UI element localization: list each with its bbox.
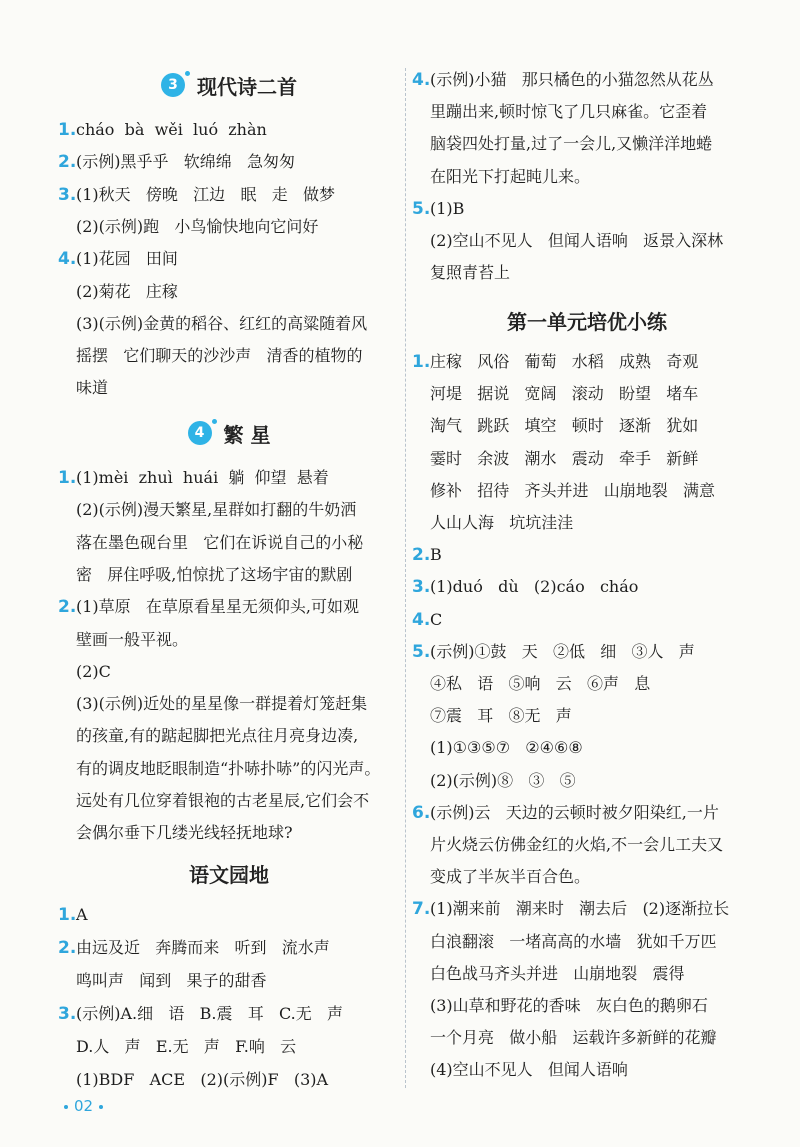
answer-line bbox=[76, 499, 356, 521]
question-number: 4. bbox=[412, 70, 431, 90]
answer-line bbox=[76, 629, 188, 651]
answer-text: (2)(示例)漫天繁星,星群如打翻的牛奶洒 bbox=[76, 500, 357, 520]
answer-text: (2)(示例)⑧ ③ ⑤ bbox=[430, 770, 576, 790]
dot-decoration bbox=[64, 1105, 68, 1109]
answer-line bbox=[430, 834, 723, 856]
question-number: 5. bbox=[412, 641, 431, 662]
answer-line bbox=[430, 995, 708, 1017]
answer-line bbox=[58, 467, 329, 489]
answer-text: 修补 招待 齐头并进 山崩地裂 满意 bbox=[430, 480, 716, 500]
answer-text: 会偶尔垂下几缕光线轻抚地球? bbox=[76, 823, 293, 843]
page-number: 02 bbox=[74, 1097, 94, 1115]
answer-text: 白浪翻滚 一堵高高的水墙 犹如千万匹 bbox=[430, 931, 717, 951]
section-title: 第一单元培优小练 bbox=[507, 309, 667, 334]
question-number: 3. bbox=[58, 1004, 77, 1024]
question-number: 2. bbox=[58, 152, 77, 173]
answer-text: 摇摆 它们聊天的沙沙声 清香的植物的 bbox=[76, 346, 363, 366]
garden-heading bbox=[58, 856, 400, 890]
answer-line bbox=[76, 377, 108, 399]
answer-text: 在阳光下打起盹儿来。 bbox=[430, 166, 591, 186]
question-number: 3. bbox=[412, 577, 431, 598]
answer-line bbox=[430, 705, 572, 727]
answer-text: (示例)①鼓 天 ②低 细 ③人 声 bbox=[430, 641, 695, 661]
answer-line bbox=[412, 609, 442, 631]
answer-text: 变成了半灰半百合色。 bbox=[430, 867, 591, 887]
answer-text: (示例)小猫 那只橘色的小猫忽然从花丛 bbox=[430, 70, 714, 89]
answer-line bbox=[430, 673, 650, 695]
question-number: 4. bbox=[58, 249, 77, 270]
answer-text: (1)duó dù (2)cáo cháo bbox=[430, 577, 639, 597]
question-number: 4. bbox=[412, 609, 431, 630]
answer-text: ④私 语 ⑤响 云 ⑥声 息 bbox=[430, 674, 651, 693]
answer-line bbox=[430, 1059, 628, 1081]
answer-line bbox=[58, 119, 267, 141]
answer-line bbox=[76, 661, 111, 683]
answer-text: (示例)云 天边的云顿时被夕阳染红,一片 bbox=[430, 802, 719, 822]
answer-line bbox=[430, 512, 573, 534]
lesson3-heading bbox=[58, 68, 400, 102]
answer-text: 味道 bbox=[76, 378, 109, 398]
answer-text: 远处有几位穿着银袍的古老星辰,它们会不 bbox=[76, 791, 370, 810]
answer-text: (1)花园 田间 bbox=[76, 249, 178, 269]
answer-text: (2)空山不见人 但闻人语响 返景入深林 bbox=[430, 231, 724, 250]
answer-text: 有的调皮地眨眼制造“扑哧扑哧”的闪光声。 bbox=[76, 758, 381, 778]
answer-line bbox=[412, 641, 695, 663]
question-number: 2. bbox=[412, 545, 431, 566]
answer-text: ⑦震 耳 ⑧无 声 bbox=[430, 706, 572, 726]
answer-text: (示例)黑乎乎 软绵绵 急匆匆 bbox=[76, 152, 296, 172]
answer-text: 霎时 余波 潮水 震动 牵手 新鲜 bbox=[430, 448, 699, 468]
answer-text: 壁画一般平视。 bbox=[76, 629, 189, 649]
answer-line bbox=[76, 1069, 328, 1091]
answer-line bbox=[430, 866, 590, 888]
answer-line bbox=[430, 262, 510, 284]
answer-line bbox=[76, 313, 367, 335]
answer-line bbox=[76, 725, 358, 747]
answer-line bbox=[58, 248, 178, 270]
answer-line bbox=[76, 790, 369, 812]
answer-line bbox=[76, 693, 367, 715]
unit1-heading bbox=[412, 303, 762, 337]
section-title: 语文园地 bbox=[189, 862, 269, 887]
answer-line bbox=[58, 904, 88, 926]
question-number: 5. bbox=[412, 198, 431, 219]
answer-text: 淘气 跳跃 填空 顿时 逐渐 犹如 bbox=[430, 416, 699, 436]
answer-text: D.人 声 E.无 声 F.响 云 bbox=[76, 1037, 297, 1056]
lesson-number-badge: 4 bbox=[188, 421, 212, 445]
answer-text: B bbox=[430, 545, 442, 565]
answer-text: (2)菊花 庄稼 bbox=[76, 281, 178, 301]
answer-line bbox=[430, 383, 698, 405]
question-number: 1. bbox=[412, 352, 431, 372]
answer-text: (3)(示例)近处的星星像一群提着灯笼赶集 bbox=[76, 694, 368, 714]
answer-text: (1)BDF ACE (2)(示例)F (3)A bbox=[76, 1070, 329, 1089]
answer-text: (1)潮来前 潮来时 潮去后 (2)逐渐拉长 bbox=[430, 899, 730, 919]
answer-line bbox=[430, 166, 590, 188]
question-number: 2. bbox=[58, 597, 77, 618]
answer-line bbox=[76, 345, 363, 367]
answer-line bbox=[430, 448, 698, 470]
answer-line bbox=[412, 69, 714, 91]
answer-text: A bbox=[76, 905, 88, 924]
answer-text: 一个月亮 做小船 运载许多新鲜的花瓣 bbox=[430, 1028, 717, 1048]
lesson-title: 繁 星 bbox=[223, 422, 271, 447]
answer-text: (1)秋天 傍晚 江边 眠 走 做梦 bbox=[76, 184, 335, 204]
answer-line bbox=[412, 198, 464, 220]
question-number: 2. bbox=[58, 938, 77, 958]
answer-text: 鸣叫声 闻到 果子的甜香 bbox=[76, 971, 267, 990]
answer-line bbox=[58, 596, 359, 618]
answer-text: (2)(示例)跑 小鸟愉快地向它问好 bbox=[76, 216, 319, 236]
question-number: 3. bbox=[58, 184, 77, 205]
answer-text: (4)空山不见人 但闻人语响 bbox=[430, 1060, 628, 1080]
answer-line bbox=[430, 770, 576, 792]
answer-text: 落在墨色砚台里 它们在诉说自己的小秘 bbox=[76, 532, 364, 552]
answer-line bbox=[58, 937, 330, 959]
answer-text: (2)C bbox=[76, 661, 111, 681]
page-footer bbox=[58, 1097, 109, 1115]
answer-line bbox=[76, 970, 267, 992]
lesson4-heading bbox=[58, 416, 400, 450]
answer-line bbox=[412, 898, 729, 920]
answer-text: (1)草原 在草原看星星无须仰头,可如观 bbox=[76, 597, 360, 617]
answer-text: 复照青苔上 bbox=[430, 263, 511, 283]
question-number: 1. bbox=[58, 905, 77, 925]
answer-text: (1)①③⑤⑦ ②④⑥⑧ bbox=[430, 738, 583, 758]
answer-line bbox=[412, 351, 698, 373]
answer-text: (示例)A.细 语 B.震 耳 C.无 声 bbox=[76, 1004, 344, 1023]
answer-text: 人山人海 坑坑洼洼 bbox=[430, 513, 574, 532]
answer-line bbox=[76, 216, 318, 238]
answer-text: 白色战马齐头并进 山崩地裂 震得 bbox=[430, 963, 685, 983]
answer-line bbox=[58, 151, 295, 173]
answer-text: (1)B bbox=[430, 198, 465, 218]
answer-text: (1)mèi zhuì huái 躺 仰望 悬着 bbox=[76, 468, 329, 487]
answer-line bbox=[412, 576, 638, 598]
answer-text: (3)(示例)金黄的稻谷、红红的高粱随着风 bbox=[76, 313, 368, 333]
answer-line bbox=[76, 532, 363, 554]
answer-line bbox=[76, 281, 178, 303]
answer-line bbox=[412, 802, 719, 824]
answer-text: 密 屏住呼吸,怕惊扰了这场宇宙的默剧 bbox=[76, 564, 353, 584]
answer-line bbox=[58, 184, 335, 206]
question-number: 1. bbox=[58, 468, 77, 488]
answer-line bbox=[430, 101, 707, 123]
answer-text: C bbox=[430, 609, 443, 629]
question-number: 6. bbox=[412, 802, 431, 823]
lesson-number-badge: 3 bbox=[161, 73, 185, 97]
answer-line bbox=[430, 931, 717, 953]
column-divider bbox=[405, 68, 406, 1088]
answer-text: 由远及近 奔腾而来 听到 流水声 bbox=[76, 938, 330, 957]
lesson-title: 现代诗二首 bbox=[197, 74, 297, 99]
answer-line bbox=[430, 415, 698, 437]
answer-line bbox=[58, 1003, 343, 1025]
answer-text: 片火烧云仿佛金红的火焰,不一会儿工夫又 bbox=[430, 835, 724, 854]
answer-text: 的孩童,有的踮起脚把光点往月亮身边凑, bbox=[76, 726, 359, 746]
answer-line bbox=[430, 133, 712, 155]
answer-line bbox=[76, 758, 380, 780]
answer-line bbox=[412, 544, 442, 566]
answer-text: cháo bà wěi luó zhàn bbox=[76, 120, 267, 139]
answer-line bbox=[430, 1027, 717, 1049]
answer-text: 河堤 据说 宽阔 滚动 盼望 堵车 bbox=[430, 384, 699, 404]
answer-line bbox=[76, 1036, 296, 1058]
answer-text: 里蹦出来,顿时惊飞了几只麻雀。它歪着 bbox=[430, 102, 708, 122]
answer-text: (3)山草和野花的香味 灰白色的鹅卵石 bbox=[430, 996, 708, 1015]
answer-line bbox=[430, 963, 685, 985]
answer-line bbox=[430, 230, 723, 252]
answer-line bbox=[76, 822, 293, 844]
question-number: 1. bbox=[58, 120, 77, 140]
question-number: 7. bbox=[412, 899, 431, 920]
answer-line bbox=[76, 564, 352, 586]
dot-decoration bbox=[99, 1105, 103, 1109]
answer-line bbox=[430, 737, 583, 759]
answer-text: 庄稼 风俗 葡萄 水稻 成熟 奇观 bbox=[430, 352, 699, 371]
answer-text: 脑袋四处打量,过了一会儿,又懒洋洋地蜷 bbox=[430, 134, 713, 154]
answer-line bbox=[430, 480, 715, 502]
